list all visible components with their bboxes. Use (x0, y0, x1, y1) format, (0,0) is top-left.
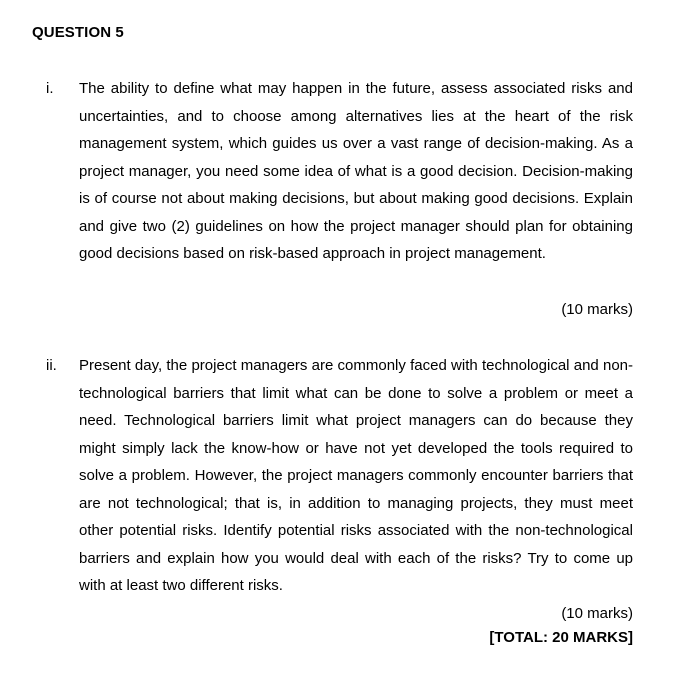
part-i-marks: (10 marks) (561, 301, 633, 318)
part-ii-marks: (10 marks) (561, 605, 633, 622)
total-marks: [TOTAL: 20 MARKS] (489, 629, 633, 646)
question-title: QUESTION 5 (32, 24, 124, 41)
part-numeral: ii. (46, 357, 57, 374)
part-text: The ability to define what may happen in the future, assess associated risks and uncertainties, and to choose among alternatives lies at the heart of the risk management system, which guides us over a vast range of decision-making. As a project manager, you need some idea of what is a good decision. Decision-making is of course not about making decisions, but about making good decisions. Explain and give two (2) guidelines on how the project manager should plan for obtaining good decisions based on risk-based approach in project management. (79, 80, 633, 262)
part-text: Present day, the project managers are commonly faced with technological and non-technological barriers that limit what can be done to solve a problem or meet a need. Technological barriers limit what project managers can do because they might simply lack the know-how or have not yet developed the tools required to solve a problem. However, the project managers commonly encounter barriers that are not technological; that is, in addition to managing projects, they must meet other potential risks. Identify potential risks associated with the non-technological barriers and explain how you would deal with each of the risks? Try to come up with at least two different risks. (79, 357, 633, 594)
part-numeral: i. (46, 80, 54, 97)
